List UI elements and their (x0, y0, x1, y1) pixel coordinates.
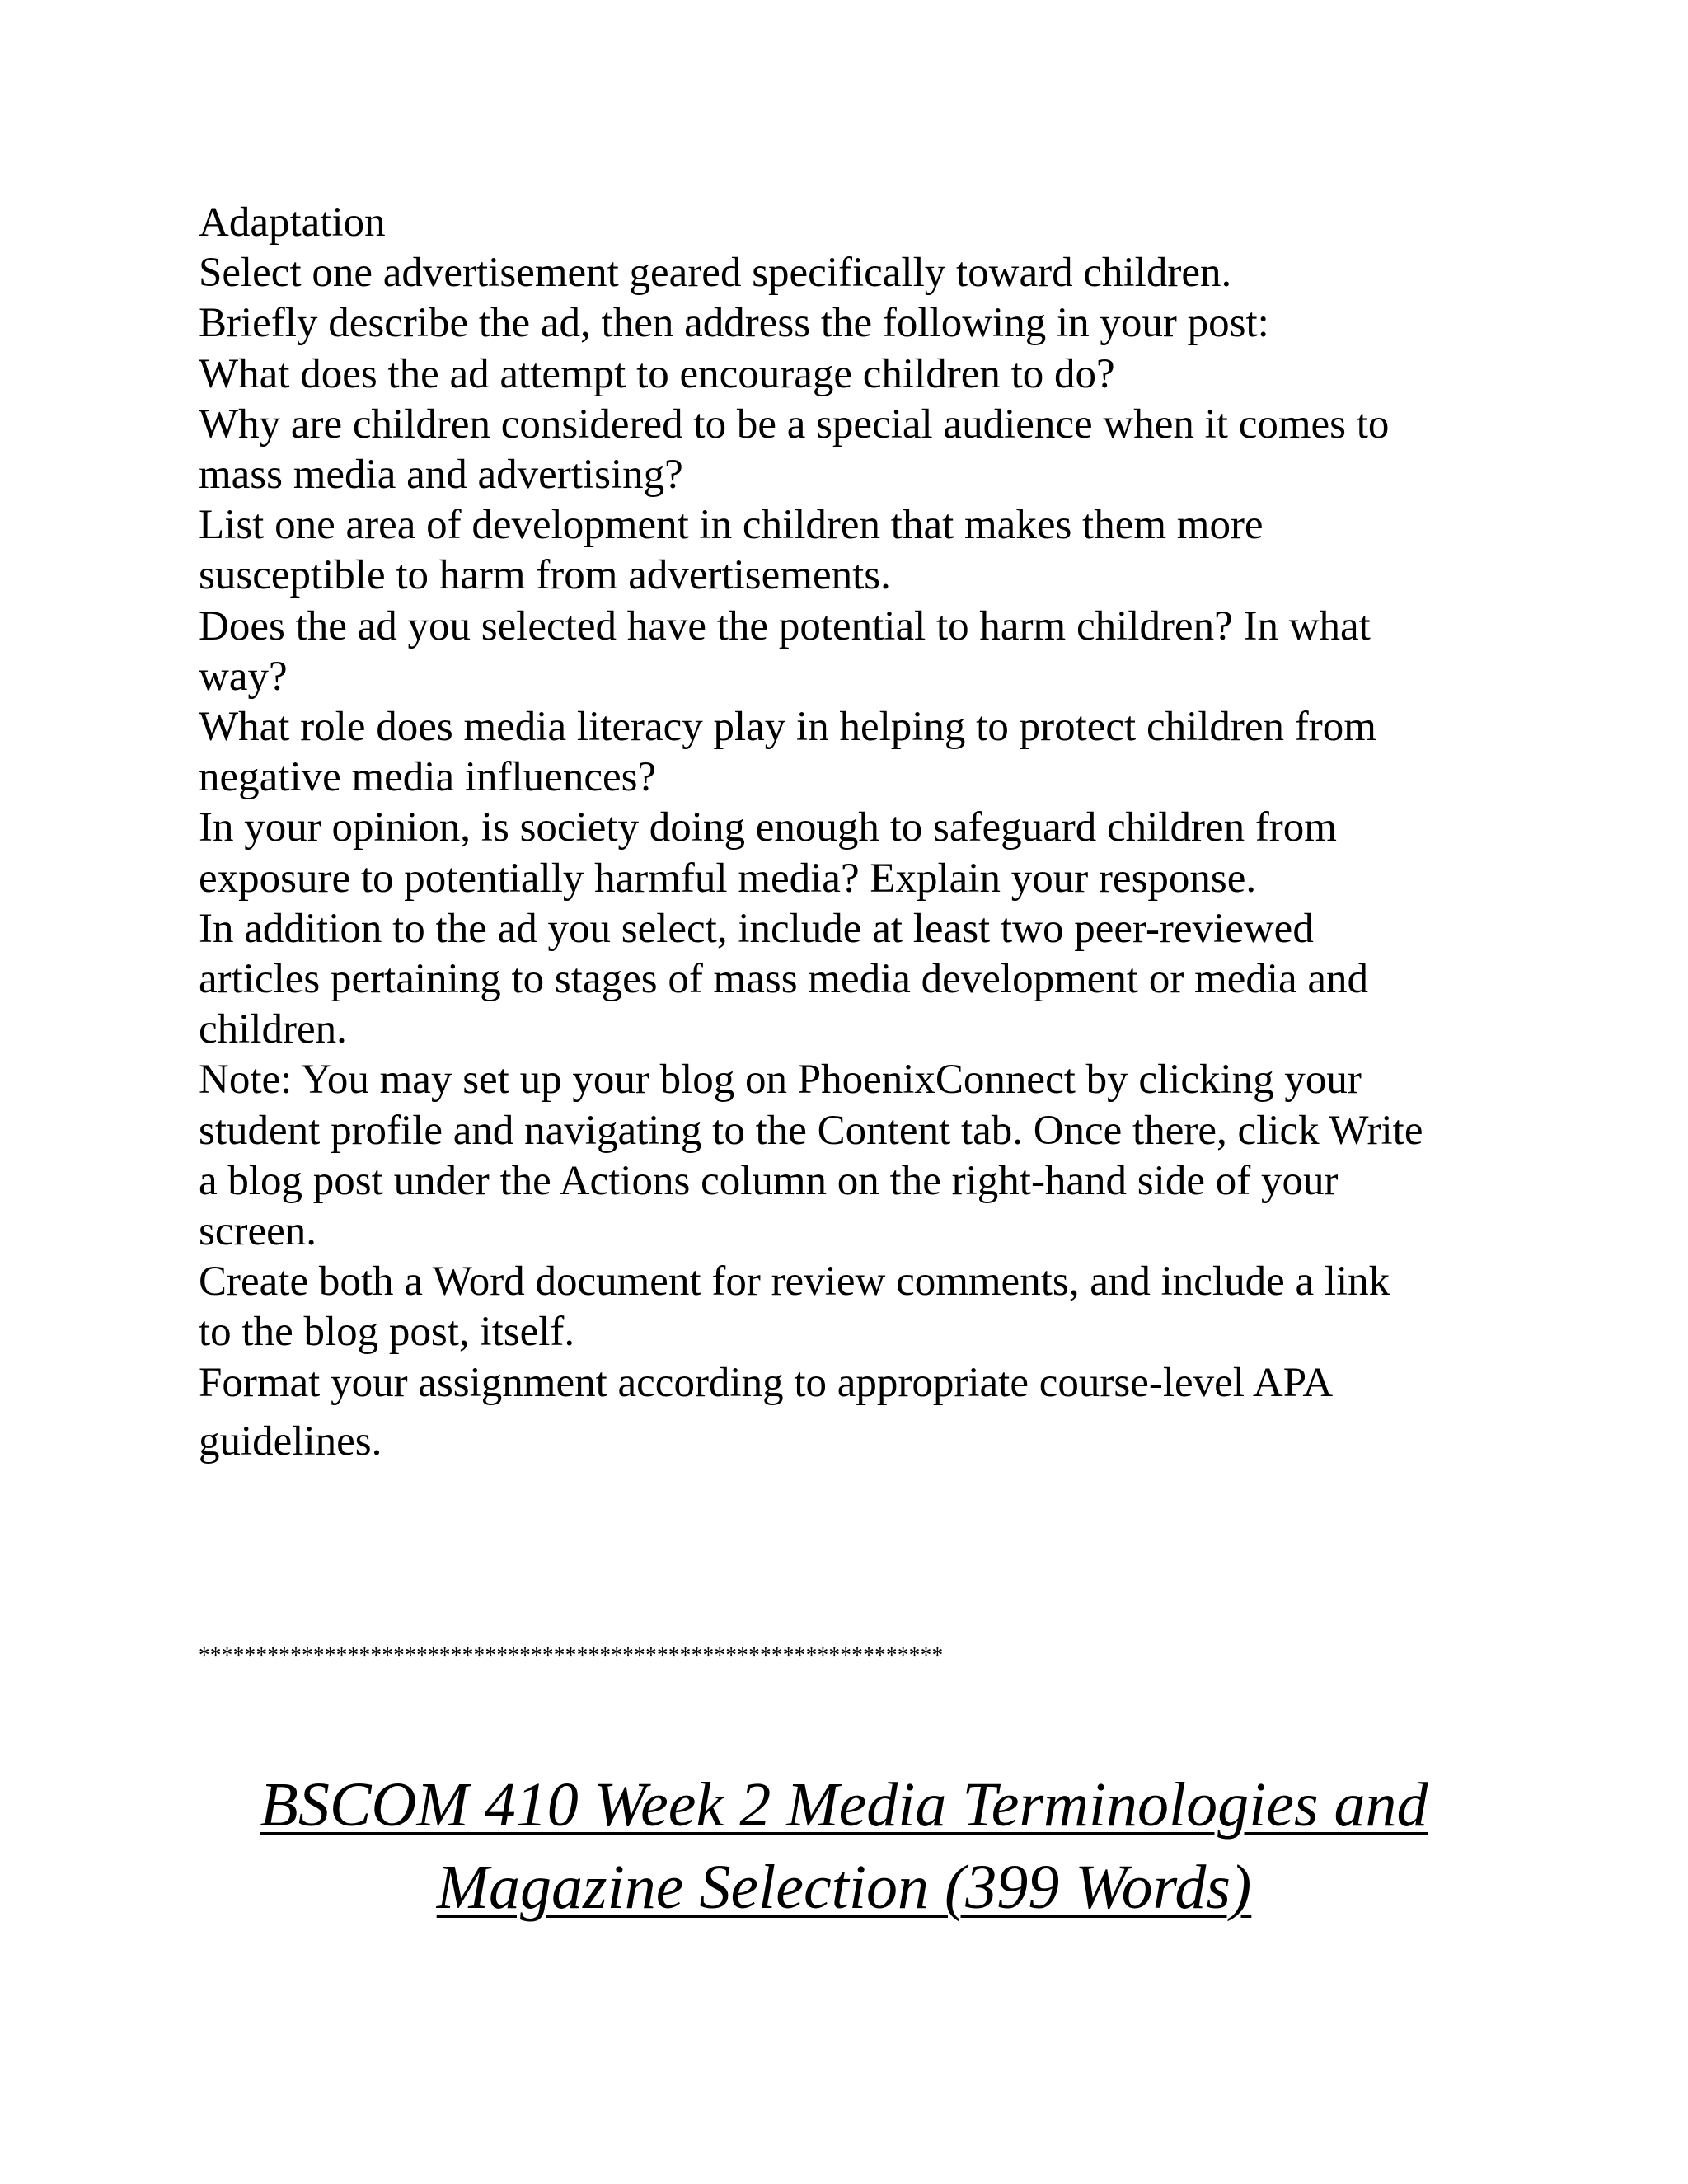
line: screen. (199, 1208, 316, 1255)
line: student profile and navigating to the Content tab. Once there, click Write (199, 1107, 1423, 1154)
line: negative media influences? (199, 754, 657, 801)
line: to the blog post, itself. (199, 1309, 575, 1356)
line: way? (199, 653, 288, 700)
line: susceptible to harm from advertisements. (199, 552, 891, 599)
line: What role does media literacy play in helping to protect children from (199, 704, 1376, 751)
line: mass media and advertising? (199, 452, 683, 499)
heading-line-1 (0, 1764, 1688, 1846)
line: In your opinion, is society doing enough to safeguard children from (199, 804, 1337, 851)
line: exposure to potentially harmful media? Explain your response. (199, 855, 1257, 902)
line: List one area of development in children that makes them more (199, 502, 1264, 549)
line: Format your assignment according to appropriate course-level APA (199, 1359, 1334, 1406)
assignment-body (199, 198, 1501, 1467)
line-title: Adaptation (199, 199, 386, 246)
line: a blog post under the Actions column on the right-hand side of your (199, 1157, 1339, 1204)
line: In addition to the ad you select, include at least two peer-reviewed (199, 905, 1314, 952)
heading-link-text-2: Magazine Selection (399 Words) (436, 1853, 1252, 1922)
line: articles pertaining to stages of mass media development or media and (199, 956, 1369, 1003)
line: What does the ad attempt to encourage children to do? (199, 350, 1115, 397)
heading-link-text-1: BSCOM 410 Week 2 Media Terminologies and (260, 1770, 1428, 1840)
asterisk-separator: ***************************************************************** (199, 1643, 944, 1667)
line: Why are children considered to be a special audience when it comes to (199, 401, 1390, 448)
line: Create both a Word document for review comments, and include a link (199, 1258, 1390, 1305)
line: Does the ad you selected have the potential to harm children? In what (199, 602, 1371, 649)
line: Select one advertisement geared specifically toward children. (199, 250, 1232, 297)
heading-line-2 (0, 1846, 1688, 1929)
line: children. (199, 1006, 347, 1053)
line: guidelines. (199, 1418, 382, 1465)
line: Briefly describe the ad, then address the following in your post: (199, 300, 1269, 347)
line: Note: You may set up your blog on PhoenixConnect by clicking your (199, 1057, 1362, 1104)
